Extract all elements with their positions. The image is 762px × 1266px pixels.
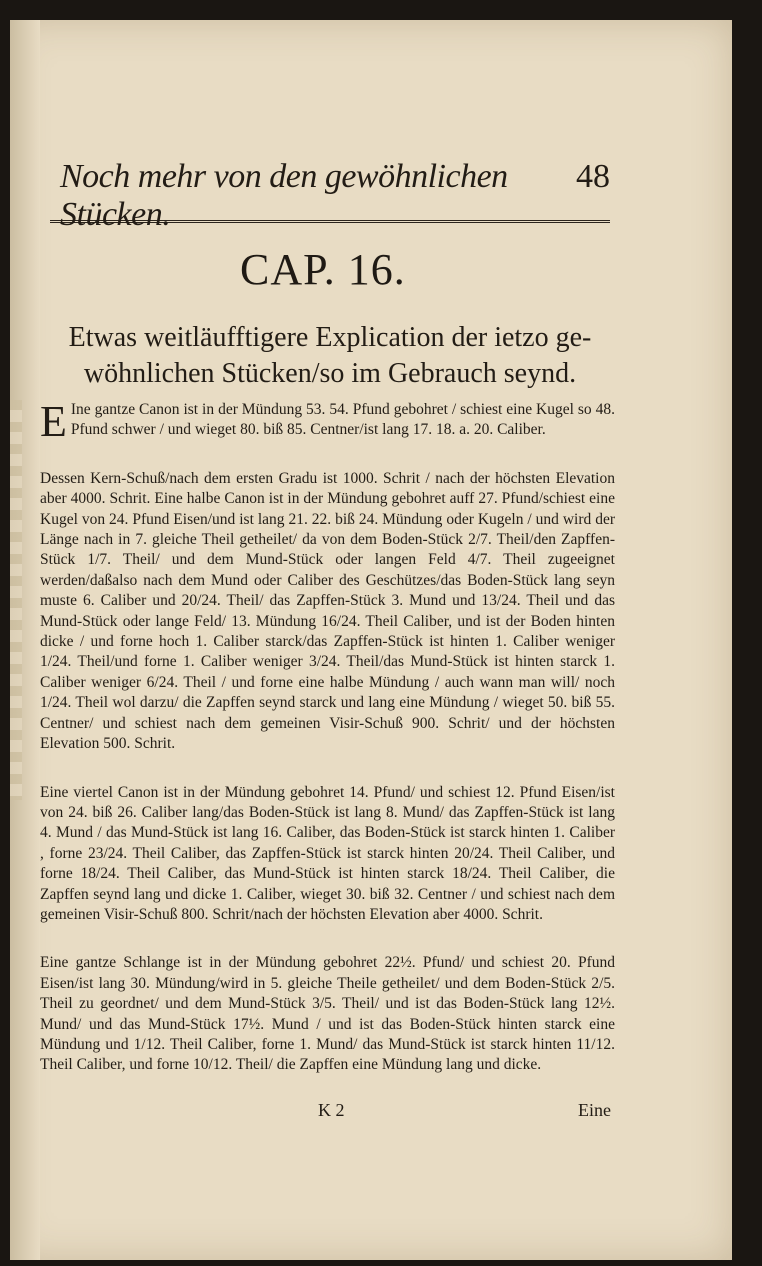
paragraph-3: Eine viertel Canon ist in der Mündung gebohret 14. Pfund/ und schiest 12. Pfund Eisen/ist von 24. biß 26. Caliber lang/das Boden-Stück ist lang 8. Mund/ das Zapffen-Stück ist lang 4. Mund / das Mund-Stück ist lang 16. Caliber, das Boden-Stück ist starck hinten 1. Caliber , forne 23/24. Theil Caliber, das Zapffen-Stück ist starck hinten 20/24. Theil Caliber, und forne 18/24. Theil Caliber, das Mund-Stück ist hinten starck 18/24. Theil Caliber, die Zapffen seynd lang und dicke 1. Caliber, wieget 30. biß 32. Centner / und schiest nach dem gemeinen Visir-Schuß 800. Schrit/nach der höchsten Elevation aber 4000. Schrit. (40, 783, 615, 923)
paragraph-2: Dessen Kern-Schuß/nach dem ersten Gradu ist 1000. Schrit / nach der höchsten Elevation aber 4000. Schrit. Eine halbe Canon ist in der Mündung gebohret auff 27. Pfund/schiest eine Kugel von 24. Pfund Eisen/und ist lang 21. 22. biß 24. Mündung oder Kugeln / und wird der Länge nach in 7. gleiche Theil getheilet/ da von dem Boden-Stück 2/7. Theil/den Zapffen-Stück 1/7. Theil/ und dem Mund-Stück oder langen Feld 4/7. Theil zugeeignet werden/daßalso nach dem Mund oder Caliber des Geschützes/das Boden-Stück lang seyn muste 6. Caliber und 20/24. Theil/ das Zapffen-Stück 3. Mund und 13/24. Theil und das Mund-Stück oder lange Feld/ 13. Mündung 16/24. Theil Caliber, und ist der Boden hinten dicke / und forne hoch 1. Caliber starck/das Zapffen-Stück ist hinten 1. Caliber weniger 1/24. Theil/und forne 1. Caliber weniger 3/24. Theil/das Mund-Stück ist hinten starck 1. Caliber weniger 6/24. Theil / und forne eine halbe Mündung / auch wann man will/ noch 1/24. Theil wol darzu/ die Zapffen seynd starck und lang eine Mündung / wieget 50. biß 55. Centner/ und schiest nach dem gemeinen Visir-Schuß 900. Schrit/ und der höchsten Elevation 500. Schrit. (40, 469, 615, 753)
signature-mark: K 2 (318, 1100, 345, 1120)
paragraph-1 (40, 397, 615, 446)
page-number: 48 (576, 158, 610, 195)
paragraph-1-text: Ine gantze Canon ist in der Mündung 53. 54. Pfund gebohret / schiest eine Kugel so 48. Pfund schwer / und wieget 80. biß 85. Centner/ist lang 17. 18. a. 20. Caliber. (70, 401, 615, 439)
section-title-line-1: Etwas weitläufftigere Explication der ietzo ge- (68, 322, 592, 353)
previous-page-margin (10, 400, 22, 800)
catchword: Eine (578, 1100, 611, 1120)
section-title-line-2: wöhnlichen Stücken/so im Gebrauch seynd. (83, 358, 577, 389)
drop-cap: E (40, 397, 67, 446)
section-title (50, 320, 610, 392)
book-page (10, 20, 732, 1260)
body-text (40, 397, 615, 1104)
chapter-heading: CAP. 16. (240, 245, 406, 294)
page-header (50, 150, 610, 233)
paragraph-4: Eine gantze Schlange ist in der Mündung gebohret 22½. Pfund/ und schiest 20. Pfund Eisen/ist lang 30. Mündung/wird in 5. gleiche Theile getheilet/ und dem Boden-Stück 2/5. Theil zu geordnet/ und dem Mund-Stück 3/5. Theil/ und ist das Boden-Stück lang 12½. Mund/ und das Mund-Stück 17½. Mund / und ist das Boden-Stück hinten starck eine Mündung und 1/12. Theil Caliber, forne 1. Mund/ das Mund-Stück ist starck hinten 11/12. Theil Caliber, und forne 10/12. Theil/ die Zapffen eine Mündung lang und dicke. (40, 954, 615, 1074)
running-title: Noch mehr von den gewöhnlichen Stücken. (60, 158, 508, 233)
